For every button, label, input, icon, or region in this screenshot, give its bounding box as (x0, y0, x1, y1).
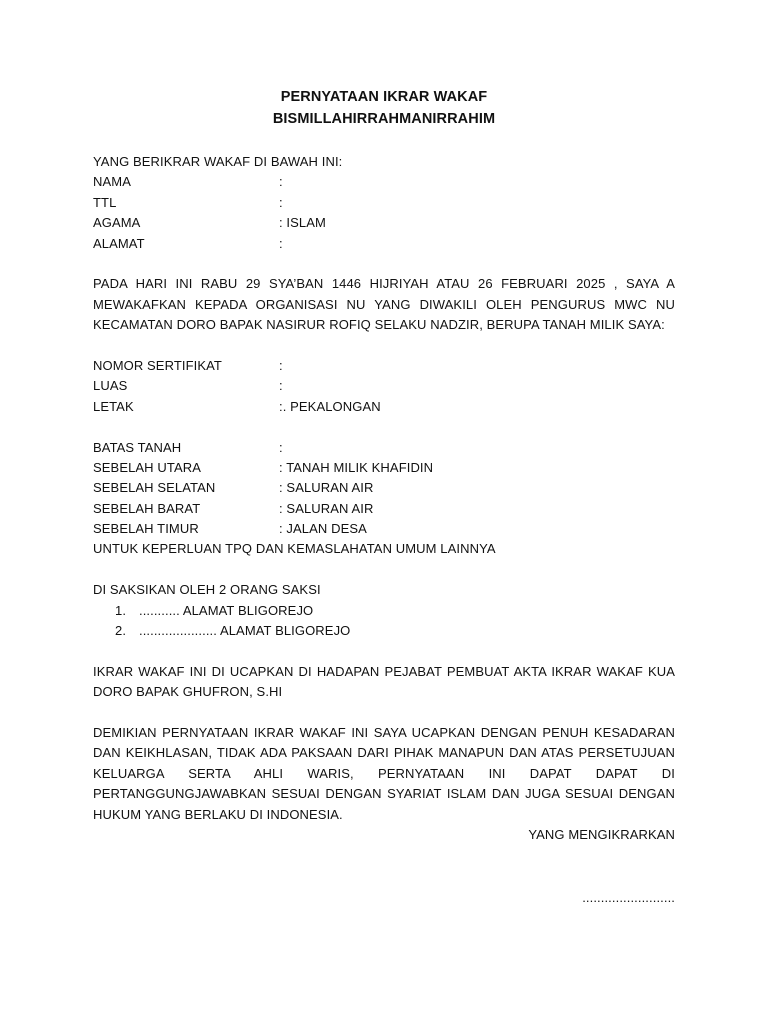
boundary-label: SEBELAH SELATAN (93, 480, 216, 496)
identity-value: : ISLAM (279, 215, 326, 231)
boundary-label: BATAS TANAH (93, 439, 182, 455)
identity-label: NAMA (93, 174, 131, 190)
identity-value: : (279, 174, 283, 190)
pledge-paragraph: IKRAR WAKAF INI DI UCAPKAN DI HADAPAN PEJABAT PEMBUAT AKTA IKRAR WAKAF KUA DORO BAPAK GHUFRON, S.HI (93, 663, 675, 700)
witness-number: 2. (115, 623, 127, 639)
boundary-value: : SALURAN AIR (279, 480, 374, 496)
signature-line: ......................... (582, 890, 675, 905)
land-value: :. PEKALONGAN (279, 398, 381, 414)
spacer (93, 336, 675, 356)
land-row-location (93, 397, 675, 417)
boundary-label: SEBELAH UTARA (93, 459, 201, 475)
land-value: : (279, 357, 283, 373)
land-label: NOMOR SERTIFIKAT (93, 357, 222, 373)
boundary-row-south (93, 478, 675, 498)
title-block (0, 86, 768, 130)
witness-heading: DI SAKSIKAN OLEH 2 ORANG SAKSI (93, 582, 321, 598)
boundary-value: : (279, 439, 283, 455)
witness-item (93, 601, 675, 621)
land-row-certificate (93, 356, 675, 376)
land-section (93, 356, 675, 417)
spacer (93, 254, 675, 274)
land-value: : (279, 378, 283, 394)
identity-label: ALAMAT (93, 235, 145, 251)
land-label: LUAS (93, 378, 128, 394)
boundary-label: SEBELAH TIMUR (93, 521, 199, 537)
spacer (93, 641, 675, 661)
document-subtitle: BISMILLAHIRRAHMANIRRAHIM (272, 111, 496, 127)
boundary-row-heading (93, 438, 675, 458)
identity-row-address (93, 234, 675, 254)
spacer (93, 560, 675, 580)
boundary-value: : SALURAN AIR (279, 500, 374, 516)
identity-row-name (93, 172, 675, 192)
boundary-row-north (93, 458, 675, 478)
boundary-row-west (93, 499, 675, 519)
identity-row-ttl (93, 193, 675, 213)
identity-label: TTL (93, 194, 117, 210)
boundary-row-east (93, 519, 675, 539)
signer-label: YANG MENGIKRARKAN (528, 827, 675, 843)
identity-value: : (279, 235, 283, 251)
statement-paragraph: PADA HARI INI RABU 29 SYA’BAN 1446 HIJRIYAH ATAU 26 FEBRUARI 2025 , SAYA A MEWAKAFKAN KEPADA ORGANISASI NU YANG DIWAKILI OLEH PENGURUS MWC NU KECAMATAN DORO BAPAK NASIRUR ROFIQ SELAKU NADZIR, BERUPA TANAH MILIK SAYA: (93, 276, 675, 333)
witness-number: 1. (115, 602, 127, 618)
land-label: LETAK (93, 398, 134, 414)
document-body (93, 152, 675, 845)
land-row-area (93, 376, 675, 396)
identity-value: : (279, 194, 283, 210)
boundary-value: : TANAH MILIK KHAFIDIN (279, 459, 434, 475)
identity-row-religion (93, 213, 675, 233)
boundary-section (93, 438, 675, 540)
witness-text: ..................... ALAMAT BLIGOREJO (139, 623, 351, 639)
purpose-line: UNTUK KEPERLUAN TPQ DAN KEMASLAHATAN UMUM LAINNYA (93, 541, 496, 557)
witness-text: ........... ALAMAT BLIGOREJO (139, 602, 314, 618)
identity-section (93, 172, 675, 254)
witness-item (93, 621, 675, 641)
closing-paragraph: DEMIKIAN PERNYATAAN IKRAR WAKAF INI SAYA UCAPKAN DENGAN PENUH KESADARAN DAN KEIKHLASAN, TIDAK ADA PAKSAAN DARI PIHAK MANAPUN DAN ATAS PERSETUJUAN KELUARGA SERTA AHLI WARIS, PERNYATAAN INI DAPAT DAPAT DI PERTANGGUNGJAWABKAN SESUAI DENGAN SYARIAT ISLAM DAN JUGA SESUAI DENGAN HUKUM YANG BERLAKU DI INDONESIA. (93, 725, 675, 822)
intro-line: YANG BERIKRAR WAKAF DI BAWAH INI: (93, 154, 343, 169)
identity-label: AGAMA (93, 215, 141, 231)
spacer (93, 703, 675, 723)
boundary-value: : JALAN DESA (279, 521, 367, 537)
spacer (93, 417, 675, 437)
document-title: PERNYATAAN IKRAR WAKAF (280, 89, 488, 105)
boundary-label: SEBELAH BARAT (93, 500, 201, 516)
